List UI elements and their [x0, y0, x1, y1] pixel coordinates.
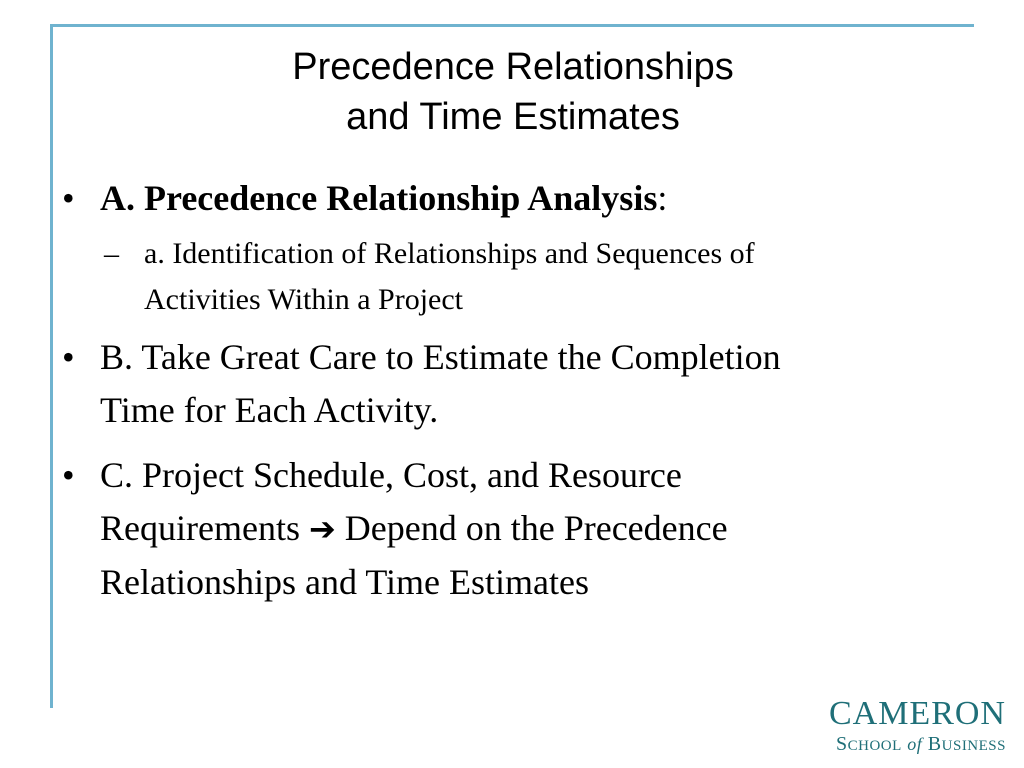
logo-school-of-business [829, 732, 1006, 758]
bullet-item-c [60, 449, 970, 609]
bullet-b-line-2: Time for Each Activity. [100, 390, 439, 430]
logo-cameron: CAMERON [828, 695, 1006, 732]
logo-chool: CHOOL [847, 738, 902, 754]
bullet-c-line-2 [100, 502, 970, 556]
logo-of: of [907, 734, 923, 754]
bullet-glyph: • [62, 455, 75, 495]
slide-body [60, 172, 970, 609]
bullet-c-line-1: C. Project Schedule, Cost, and Resource [100, 455, 682, 495]
cameron-logo [829, 696, 1006, 758]
bullet-a-suffix: : [657, 178, 668, 218]
sub-a-line-2: Activities Within a Project [144, 283, 464, 316]
title-line-1: Precedence Relationships [292, 46, 734, 88]
frame-top-line [50, 24, 974, 27]
logo-s: S [835, 733, 848, 755]
sub-a-line-1: a. Identification of Relationships and Sequences of [144, 237, 755, 270]
bullet-c-line-2-pre: Requirements [100, 508, 300, 548]
slide-title [53, 42, 973, 142]
right-arrow-icon: ➔ [308, 510, 336, 548]
logo-usiness: USINESS [941, 738, 1006, 754]
bullet-b-line-1: B. Take Great Care to Estimate the Completion [100, 337, 781, 377]
bullet-item-a [60, 172, 970, 225]
bullet-c-line-2-post: Depend on the Precedence [344, 508, 728, 548]
logo-b: B [927, 733, 942, 755]
dash-glyph: – [104, 237, 119, 270]
bullet-glyph: • [62, 178, 75, 218]
title-line-2: and Time Estimates [346, 96, 680, 138]
bullet-glyph: • [62, 337, 75, 377]
bullet-a-text: A. Precedence Relationship Analysis [100, 178, 658, 218]
bullet-item-b [60, 331, 970, 437]
bullet-c-line-3: Relationships and Time Estimates [100, 562, 590, 602]
sub-item-a [60, 231, 970, 323]
